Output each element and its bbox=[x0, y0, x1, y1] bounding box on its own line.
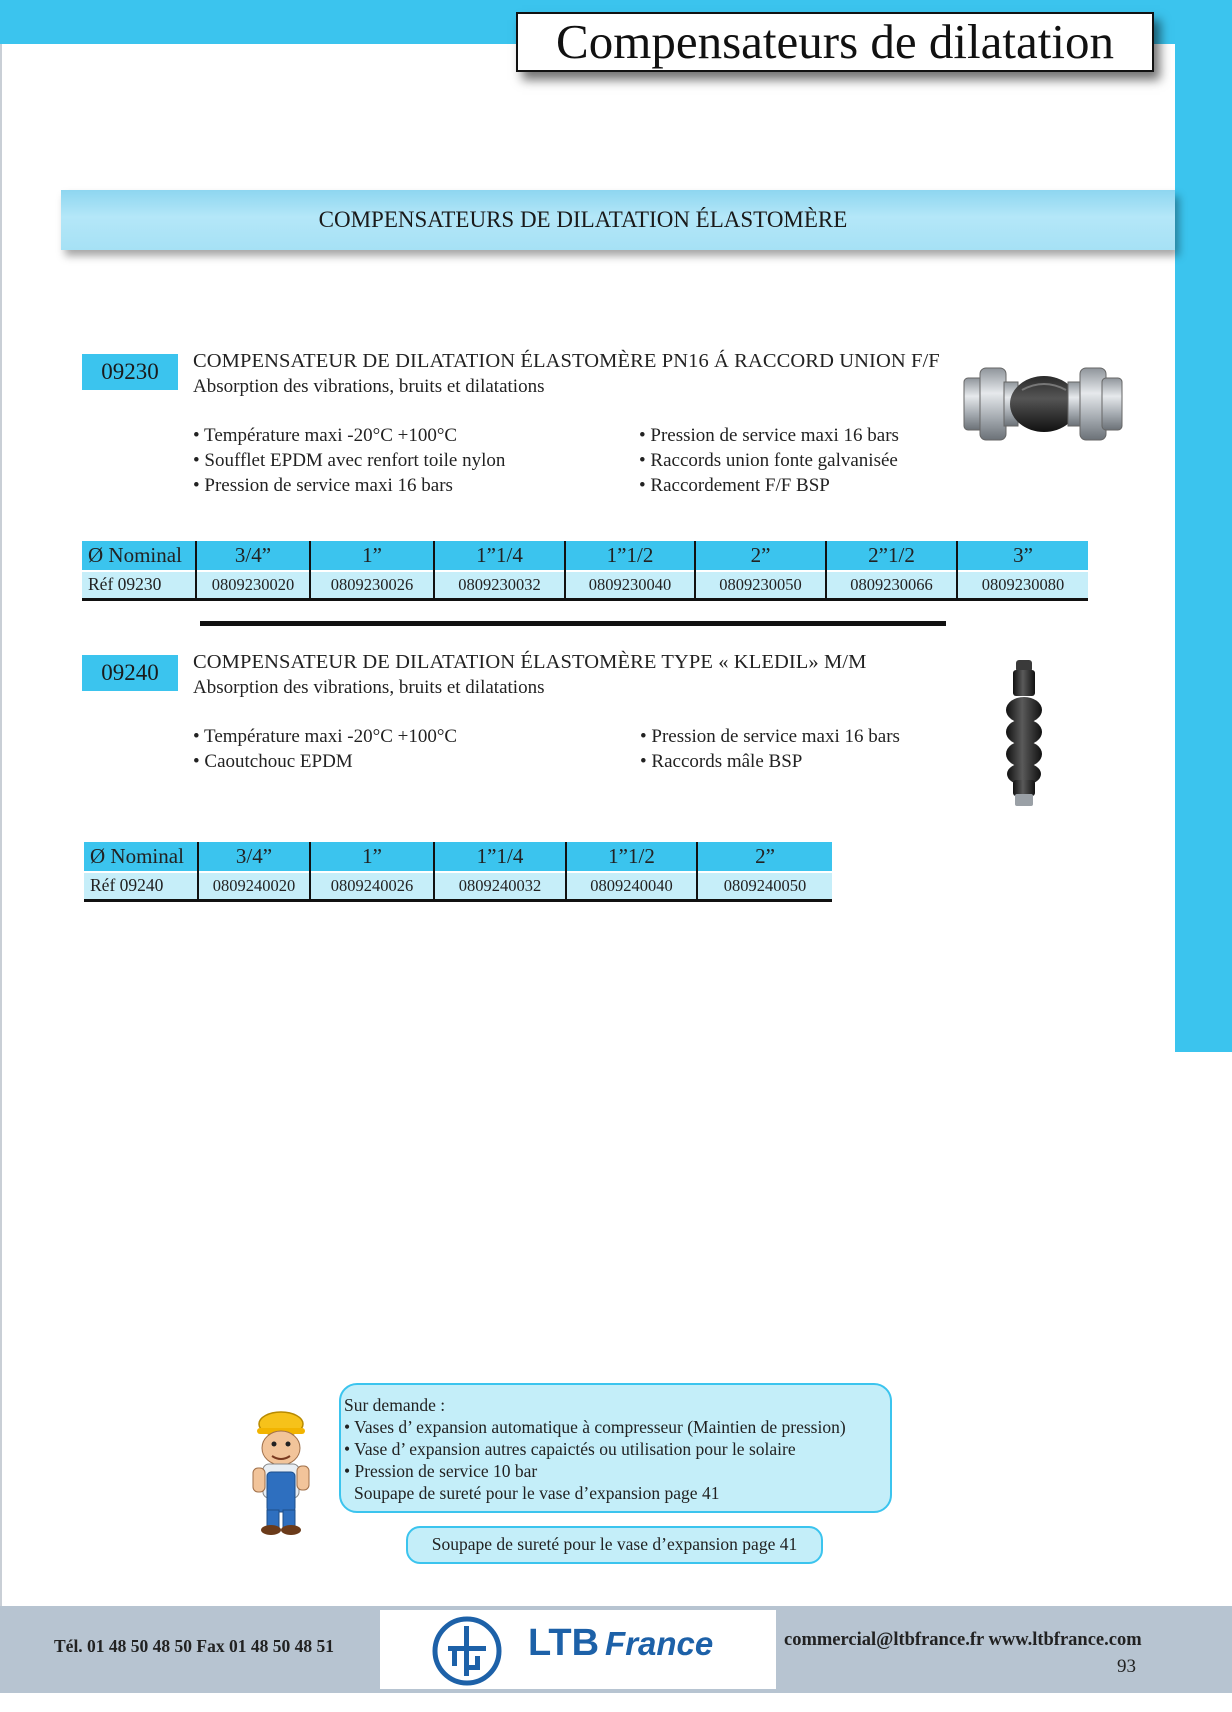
product-subtitle-09240: Absorption des vibrations, bruits et dilatations bbox=[193, 677, 545, 698]
table-header-cell: 1”1/2 bbox=[565, 541, 695, 571]
table-ref-label: Réf 09240 bbox=[84, 872, 198, 900]
product-title-09230: COMPENSATEUR DE DILATATION ÉLASTOMÈRE PN16 Á RACCORD UNION F/F bbox=[193, 350, 940, 372]
section-divider bbox=[200, 621, 946, 626]
union-compensator-image bbox=[962, 360, 1126, 446]
feature-item: • Raccordement F/F BSP bbox=[639, 475, 830, 496]
feature-item: • Température maxi -20°C +100°C bbox=[193, 425, 458, 446]
table-cell: 0809240020 bbox=[198, 872, 310, 900]
table-cell: 0809240026 bbox=[310, 872, 434, 900]
table-header-cell: 1” bbox=[310, 842, 434, 872]
table-header-cell: 1” bbox=[310, 541, 434, 571]
ltb-logo-icon bbox=[432, 1616, 502, 1686]
product-title-09240: COMPENSATEUR DE DILATATION ÉLASTOMÈRE TYPE « KLEDIL» M/M bbox=[193, 651, 867, 673]
table-header-cell: 1”1/2 bbox=[566, 842, 697, 872]
on-demand-note bbox=[339, 1383, 892, 1513]
ref-badge-09240: 09240 bbox=[82, 655, 178, 691]
company-logo bbox=[380, 1610, 776, 1689]
logo-main-text: LTB bbox=[528, 1622, 600, 1664]
product-subtitle-09230: Absorption des vibrations, bruits et dilatations bbox=[193, 376, 545, 397]
table-cell: 0809240032 bbox=[434, 872, 566, 900]
table-header-cell: 1”1/4 bbox=[434, 842, 566, 872]
note-heading: Sur demande : bbox=[344, 1395, 446, 1415]
table-cell: 0809230020 bbox=[196, 571, 310, 599]
section-banner: COMPENSATEURS DE DILATATION ÉLASTOMÈRE bbox=[61, 190, 1175, 250]
feature-item: • Raccords union fonte galvanisée bbox=[639, 450, 898, 471]
feature-item: • Soufflet EPDM avec renfort toile nylon bbox=[193, 450, 506, 471]
table-row bbox=[82, 571, 1088, 599]
note-line: • Pression de service 10 bar bbox=[344, 1461, 538, 1481]
feature-item: • Raccords mâle BSP bbox=[640, 751, 803, 772]
table-header-cell: 2” bbox=[697, 842, 832, 872]
table-header-label: Ø Nominal bbox=[84, 842, 198, 872]
table-header-label: Ø Nominal bbox=[82, 541, 196, 571]
worker-mascot-icon bbox=[245, 1410, 317, 1536]
table-cell: 0809230040 bbox=[565, 571, 695, 599]
table-ref-label: Réf 09230 bbox=[82, 571, 196, 599]
right-accent-band bbox=[1175, 44, 1232, 1052]
table-cell: 0809230066 bbox=[826, 571, 957, 599]
feature-item: • Température maxi -20°C +100°C bbox=[193, 726, 458, 747]
table-header-cell: 2” bbox=[695, 541, 826, 571]
feature-item: • Pression de service maxi 16 bars bbox=[193, 475, 453, 496]
note-line: • Vase d’ expansion autres capaictés ou utilisation pour le solaire bbox=[344, 1439, 796, 1459]
table-header-row bbox=[82, 541, 1088, 571]
safety-valve-pill: Soupape de sureté pour le vase d’expansion page 41 bbox=[406, 1526, 823, 1564]
footer-contact: commercial@ltbfrance.fr www.ltbfrance.com bbox=[784, 1630, 1142, 1650]
left-edge-line bbox=[0, 44, 2, 1606]
table-header-cell: 3/4” bbox=[196, 541, 310, 571]
table-cell: 0809230050 bbox=[695, 571, 826, 599]
table-header-row bbox=[84, 842, 832, 872]
note-line: Soupape de sureté pour le vase d’expansion page 41 bbox=[354, 1483, 720, 1503]
table-cell: 0809230026 bbox=[310, 571, 434, 599]
table-cell: 0809230032 bbox=[434, 571, 565, 599]
page-number: 93 bbox=[1117, 1656, 1136, 1677]
kledil-compensator-image bbox=[1003, 658, 1045, 810]
table-header-cell: 3/4” bbox=[198, 842, 310, 872]
logo-wordmark bbox=[528, 1622, 713, 1665]
footer-phone: Tél. 01 48 50 48 50 Fax 01 48 50 48 51 bbox=[54, 1636, 334, 1656]
size-table-09230 bbox=[82, 541, 1088, 601]
size-table-09240 bbox=[84, 842, 832, 902]
footer bbox=[0, 1606, 1232, 1693]
table-cell: 0809230080 bbox=[957, 571, 1088, 599]
table-header-cell: 1”1/4 bbox=[434, 541, 565, 571]
feature-item: • Pression de service maxi 16 bars bbox=[639, 425, 899, 446]
ref-badge-09230: 09230 bbox=[82, 354, 178, 390]
feature-item: • Caoutchouc EPDM bbox=[193, 751, 353, 772]
note-line: • Vases d’ expansion automatique à compresseur (Maintien de pression) bbox=[344, 1417, 846, 1437]
table-row bbox=[84, 872, 832, 900]
logo-sub-text: France bbox=[605, 1625, 714, 1662]
footer-bottom-strip bbox=[0, 1693, 1232, 1712]
table-cell: 0809240050 bbox=[697, 872, 832, 900]
table-header-cell: 3” bbox=[957, 541, 1088, 571]
page-title: Compensateurs de dilatation bbox=[516, 12, 1154, 72]
feature-item: • Pression de service maxi 16 bars bbox=[640, 726, 900, 747]
table-cell: 0809240040 bbox=[566, 872, 697, 900]
table-header-cell: 2”1/2 bbox=[826, 541, 957, 571]
